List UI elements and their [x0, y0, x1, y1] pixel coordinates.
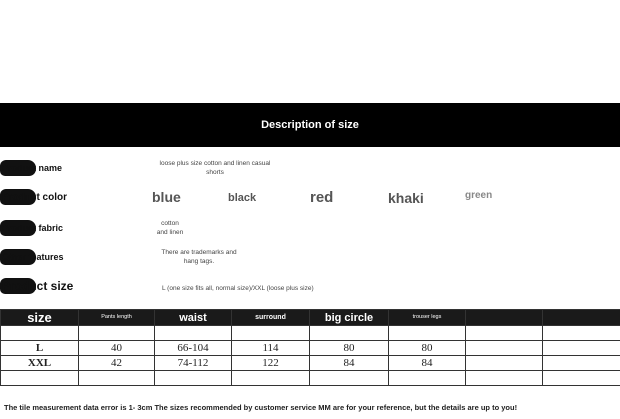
table-cell: 84: [389, 356, 466, 371]
table-cell: [1, 371, 79, 386]
label-product-fabric: Product fabric: [2, 223, 64, 233]
label-product-size: Product size: [2, 279, 74, 293]
table-cell: [310, 371, 389, 386]
color-khaki: khaki: [388, 190, 424, 206]
table-cell: [232, 371, 310, 386]
color-blue: blue: [152, 189, 181, 205]
header-empty: [543, 310, 620, 326]
page-title: Description of size: [261, 119, 359, 131]
color-green: green: [465, 190, 493, 201]
table-cell: [543, 371, 620, 386]
table-cell: [389, 371, 466, 386]
table-cell: 122: [232, 356, 310, 371]
table-cell: [79, 326, 155, 341]
table-cell: [466, 356, 543, 371]
table-cell: [466, 341, 543, 356]
label-product-name: Product name: [2, 163, 63, 173]
table-row: [1, 341, 620, 356]
label-other-features: Other features: [2, 252, 64, 262]
title-banner: [0, 103, 620, 147]
table-cell: [466, 371, 543, 386]
size-table: [0, 309, 620, 386]
header-size: size: [1, 310, 79, 326]
table-cell: 42: [79, 356, 155, 371]
table-cell: [543, 356, 620, 371]
table-cell: [79, 371, 155, 386]
measurement-note: The tile measurement data error is 1- 3cm The sizes recommended by customer service MM are for your reference, but the details are up to you!: [4, 403, 518, 412]
color-black: black: [228, 192, 257, 204]
table-cell: [155, 371, 232, 386]
value-other-features: There are trademarks and hang tags.: [161, 249, 237, 265]
color-red: red: [310, 189, 334, 206]
header-big-circle: big circle: [310, 310, 389, 326]
table-cell: [232, 326, 310, 341]
table-cell: L: [1, 341, 79, 356]
table-cell: XXL: [1, 356, 79, 371]
table-cell: 40: [79, 341, 155, 356]
table-cell: 80: [389, 341, 466, 356]
table-cell: 114: [232, 341, 310, 356]
header-waist: waist: [155, 310, 232, 326]
table-cell: 84: [310, 356, 389, 371]
header-surround: surround: [232, 310, 310, 326]
header-empty: [466, 310, 543, 326]
table-row: [1, 326, 620, 341]
table-cell: 74-112: [155, 356, 232, 371]
table-row: [1, 371, 620, 386]
table-cell: [543, 341, 620, 356]
label-product-color: Product color: [2, 191, 68, 203]
value-product-size: L (one size fits all, normal size)/XXL (loose plus size): [162, 285, 314, 292]
table-cell: [1, 326, 79, 341]
value-product-name: loose plus size cotton and linen casual shorts: [159, 160, 271, 176]
table-cell: [466, 326, 543, 341]
table-cell: 80: [310, 341, 389, 356]
table-cell: [155, 326, 232, 341]
header-pants-length: Pants length: [79, 310, 155, 326]
header-trouser-legs: trouser legs: [389, 310, 466, 326]
table-cell: [543, 326, 620, 341]
value-product-fabric: cotton and linen: [156, 220, 184, 236]
table-cell: 66-104: [155, 341, 232, 356]
table-cell: [310, 326, 389, 341]
table-row: [1, 356, 620, 371]
table-cell: [389, 326, 466, 341]
table-header-row: [1, 310, 620, 326]
